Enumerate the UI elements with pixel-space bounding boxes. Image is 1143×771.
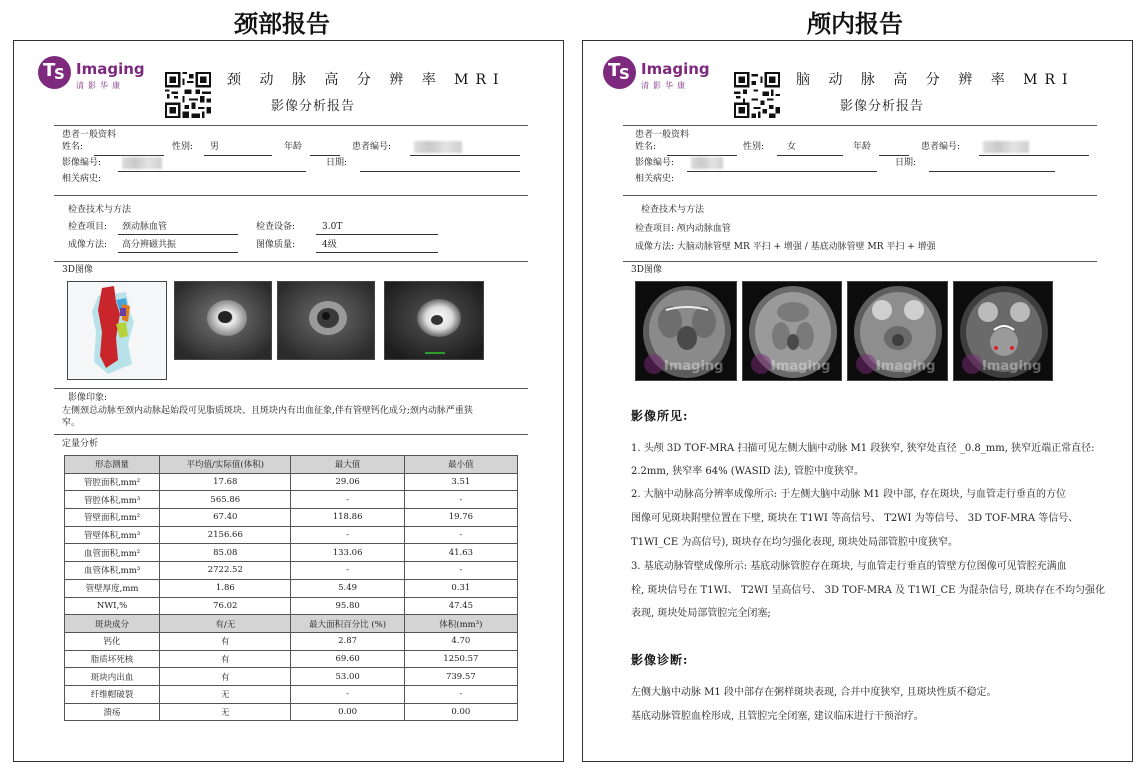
- table-cell: 无: [160, 685, 291, 703]
- divider: [54, 195, 528, 196]
- qr-code-icon: [164, 71, 210, 117]
- table-row: [65, 579, 518, 597]
- table-cell: 118.86: [291, 509, 404, 527]
- divider: [623, 125, 1097, 126]
- table-row: [65, 650, 518, 668]
- pid-label: 患者编号:: [921, 142, 961, 152]
- sex-underline: [204, 155, 272, 156]
- brain-mri-1-image: [635, 281, 737, 381]
- table-row: [65, 597, 518, 615]
- tech-section-label: 检查技术与方法: [641, 205, 705, 215]
- table-cell: 0.00: [404, 703, 517, 721]
- table-cell: 69.60: [291, 650, 404, 668]
- exam-item-value: 颈动脉血管: [122, 222, 168, 232]
- device-underline: [316, 234, 438, 235]
- table-header-cell: 斑块成分: [65, 615, 160, 633]
- name-underline: [667, 155, 737, 156]
- neck-report-panel: [13, 40, 564, 762]
- table-header-cell: 最小值: [404, 456, 517, 474]
- table-cell: 85.08: [160, 544, 291, 562]
- table-row: [65, 562, 518, 580]
- quality-underline: [316, 252, 438, 253]
- mri-slice-1-image: [174, 281, 272, 360]
- table-cell: 2722.52: [160, 562, 291, 580]
- mri-slice-2-image: [277, 281, 375, 360]
- findings-heading: 影像所见:: [631, 409, 689, 423]
- table-cell: 17.68: [160, 473, 291, 491]
- date-underline: [360, 171, 520, 172]
- tech-section-label: 检查技术与方法: [68, 205, 132, 215]
- pid-label: 患者编号:: [352, 142, 392, 152]
- table-cell: 管壁面积,mm²: [65, 509, 160, 527]
- table-cell: 2.87: [291, 632, 404, 650]
- table-cell: 血管体积,mm³: [65, 562, 160, 580]
- pid-underline: [410, 155, 520, 156]
- table-row: [65, 509, 518, 527]
- method-label: 成像方法:: [68, 240, 108, 250]
- table-cell: 739.57: [404, 668, 517, 686]
- method-underline: [118, 252, 238, 253]
- table-cell: 无: [160, 703, 291, 721]
- name-underline: [94, 155, 164, 156]
- brain-mri-2-image: [742, 281, 842, 381]
- watermark: Imaging: [982, 359, 1042, 374]
- logo-brand-cn: 清影华康: [76, 81, 124, 90]
- left-report-heading: 颈部报告: [234, 10, 330, 38]
- qr-code-icon: [733, 71, 779, 117]
- table-row: [65, 668, 518, 686]
- logo-mark-icon: T S: [603, 56, 636, 89]
- sex-label: 性别:: [172, 142, 194, 152]
- table-cell: 76.02: [160, 597, 291, 615]
- table-cell: 67.40: [160, 509, 291, 527]
- table-header-cell: 最大值: [291, 456, 404, 474]
- table-cell: 565.86: [160, 491, 291, 509]
- exam-item-underline: [118, 234, 238, 235]
- logo-brand-cn: 清影华康: [641, 81, 689, 90]
- table-cell: 管壁厚度,mm: [65, 579, 160, 597]
- age-label: 年龄: [284, 142, 303, 152]
- divider: [623, 261, 1097, 262]
- mri-slice-3-image: [384, 281, 484, 360]
- report-subtitle: 影像分析报告: [840, 99, 925, 114]
- table-row: [65, 685, 518, 703]
- table-cell: 纤维帽破裂: [65, 685, 160, 703]
- logo-mark-icon: T S: [38, 56, 71, 89]
- table-header-row: [65, 615, 518, 633]
- method-value: 高分辨磁共振: [122, 240, 177, 250]
- exam-item-label: 检查项目:: [68, 222, 108, 232]
- imaging-method: 成像方法: 大脑动脉管壁 MR 平扫 + 增强 / 基底动脉管壁 MR 平扫 + 增强: [635, 242, 936, 252]
- history-label: 相关病史:: [62, 174, 102, 184]
- pid-redacted: [983, 141, 1029, 153]
- table-cell: 有: [160, 668, 291, 686]
- divider: [623, 195, 1097, 196]
- watermark: Imaging: [876, 359, 936, 374]
- table-cell: 血管面积,mm²: [65, 544, 160, 562]
- vessel-3d-image: [67, 281, 167, 380]
- device-label: 检查设备:: [256, 222, 296, 232]
- table-cell: 53.00: [291, 668, 404, 686]
- table-cell: -: [291, 491, 404, 509]
- brain-mri-4-image: [953, 281, 1053, 381]
- table-cell: 1.86: [160, 579, 291, 597]
- sex-underline: [777, 155, 843, 156]
- img-no-underline: [118, 171, 306, 172]
- table-cell: 2156.66: [160, 526, 291, 544]
- finding-line: 2.2mm, 狭窄率 64% (WASID 法), 管腔中度狭窄。: [631, 466, 864, 477]
- table-cell: 0.00: [291, 703, 404, 721]
- report-title: 脑 动 脉 高 分 辨 率 MRI: [796, 72, 1075, 88]
- diagnosis-line: 左侧大脑中动脉 M1 段中部存在粥样斑块表现, 合并中度狭窄, 且斑块性质不稳定。: [631, 687, 997, 698]
- table-cell: 19.76: [404, 509, 517, 527]
- quality-value: 4级: [322, 240, 337, 250]
- impression-line-1: 左侧颈总动脉至颈内动脉起始段可见脂质斑块、且斑块内有出血征象,伴有管壁钙化成分;颈内动脉严重狭: [62, 406, 473, 416]
- impression-label: 影像印象:: [68, 393, 108, 403]
- table-cell: 1250.57: [404, 650, 517, 668]
- table-cell: -: [404, 491, 517, 509]
- table-cell: 41.63: [404, 544, 517, 562]
- img-no-redacted: [691, 157, 723, 169]
- img-no-underline: [687, 171, 877, 172]
- table-cell: -: [404, 526, 517, 544]
- diagnosis-line: 基底动脉管腔血栓形成, 且管腔完全闭塞, 建议临床进行干预治疗。: [631, 711, 924, 722]
- img-no-label: 影像编号:: [635, 158, 675, 168]
- img-no-label: 影像编号:: [62, 158, 102, 168]
- divider: [54, 388, 528, 389]
- table-cell: -: [404, 562, 517, 580]
- history-label: 相关病史:: [635, 174, 675, 184]
- table-cell: 脂质坏死核: [65, 650, 160, 668]
- table-header-cell: 最大面积百分比 (%): [291, 615, 404, 633]
- table-cell: 133.06: [291, 544, 404, 562]
- right-report-heading: 颅内报告: [807, 10, 903, 38]
- brain-mri-3-image: [847, 281, 948, 381]
- name-label: 姓名:: [62, 142, 84, 152]
- table-cell: 0.31: [404, 579, 517, 597]
- table-row: [65, 703, 518, 721]
- table-header-cell: 体积(mm³): [404, 615, 517, 633]
- exam-item: 检查项目: 颅内动脉血管: [635, 224, 731, 234]
- age-label: 年龄: [853, 142, 872, 152]
- divider: [54, 261, 528, 262]
- table-cell: -: [291, 685, 404, 703]
- table-cell: 管腔体积,mm³: [65, 491, 160, 509]
- finding-line: 2. 大脑中动脉高分辨率成像所示: 于左侧大脑中动脉 M1 段中部, 存在斑块, 与血管走行垂直的方位: [631, 489, 1066, 500]
- table-cell: 3.51: [404, 473, 517, 491]
- finding-line: T1WI_CE 为高信号), 斑块存在均匀强化表现, 斑块处局部管腔中度狭窄。: [631, 537, 959, 548]
- impression-line-2: 窄。: [62, 418, 81, 428]
- finding-line: 1. 头颅 3D TOF-MRA 扫描可见左侧大脑中动脉 M1 段狭窄, 狭窄处直径 _0.8_mm, 狭窄近端正常直径:: [631, 443, 1095, 454]
- logo-brand: Imaging: [76, 60, 145, 78]
- finding-line: 表现, 斑块处局部管腔完全闭塞;: [631, 608, 771, 619]
- patient-section-label: 患者一般资料: [62, 130, 117, 140]
- table-cell: 有: [160, 650, 291, 668]
- table-cell: -: [291, 526, 404, 544]
- report-subtitle: 影像分析报告: [271, 99, 356, 114]
- table-header-cell: 有/无: [160, 615, 291, 633]
- quality-label: 图像质量:: [256, 240, 296, 250]
- table-cell: -: [291, 562, 404, 580]
- age-underline: [879, 155, 909, 156]
- table-row: [65, 526, 518, 544]
- table-cell: 95.80: [291, 597, 404, 615]
- table-cell: 4.70: [404, 632, 517, 650]
- finding-line: 栓, 斑块信号在 T1WI、 T2WI 呈高信号、 3D TOF-MRA 及 T1WI_CE 为混杂信号, 斑块存在不均匀强化: [631, 585, 1105, 596]
- pid-underline: [979, 155, 1089, 156]
- table-cell: 钙化: [65, 632, 160, 650]
- patient-section-label: 患者一般资料: [635, 130, 690, 140]
- table-cell: 5.49: [291, 579, 404, 597]
- table-cell: 有: [160, 632, 291, 650]
- table-header-cell: 形态测量: [65, 456, 160, 474]
- watermark: Imaging: [771, 359, 831, 374]
- table-row: [65, 544, 518, 562]
- finding-line: 图像可见斑块附壁位置在下壁, 斑块在 T1WI 等高信号、 T2WI 为等信号、 3D TOF-MRA 等信号、: [631, 513, 1079, 524]
- date-label: 日期:: [895, 158, 917, 168]
- finding-line: 3. 基底动脉管壁成像所示: 基底动脉管腔存在斑块, 与血管走行垂直的管壁方位图像可见管腔充满血: [631, 561, 1067, 572]
- table-header-row: [65, 456, 518, 474]
- report-title: 颈 动 脉 高 分 辨 率 MRI: [227, 72, 506, 88]
- table-header-cell: 平均值/实际值(体积): [160, 456, 291, 474]
- name-label: 姓名:: [635, 142, 657, 152]
- date-label: 日期:: [326, 158, 348, 168]
- quant-label: 定量分析: [62, 439, 99, 449]
- sex-value: 男: [210, 142, 220, 152]
- table-row: [65, 632, 518, 650]
- divider: [54, 434, 528, 435]
- table-cell: 管壁体积,mm³: [65, 526, 160, 544]
- pid-redacted: [414, 141, 462, 153]
- device-value: 3.0T: [322, 222, 343, 232]
- watermark: Imaging: [664, 359, 724, 374]
- sex-value: 女: [787, 142, 797, 152]
- quant-table: [64, 455, 518, 721]
- table-row: [65, 491, 518, 509]
- table-cell: 管腔面积,mm²: [65, 473, 160, 491]
- divider: [54, 125, 528, 126]
- intracranial-report-panel: [582, 40, 1133, 762]
- age-underline: [310, 155, 340, 156]
- diagnosis-heading: 影像诊断:: [631, 653, 689, 667]
- logo-brand: Imaging: [641, 60, 710, 78]
- table-cell: NWI,%: [65, 597, 160, 615]
- table-cell: 斑块内出血: [65, 668, 160, 686]
- table-cell: 溃疡: [65, 703, 160, 721]
- image3d-label: 3D图像: [62, 265, 93, 275]
- table-cell: -: [404, 685, 517, 703]
- sex-label: 性别:: [743, 142, 765, 152]
- table-cell: 29.06: [291, 473, 404, 491]
- table-cell: 47.45: [404, 597, 517, 615]
- date-underline: [929, 171, 1055, 172]
- img-no-redacted: [122, 157, 162, 169]
- table-row: [65, 473, 518, 491]
- image3d-label: 3D图像: [631, 265, 662, 275]
